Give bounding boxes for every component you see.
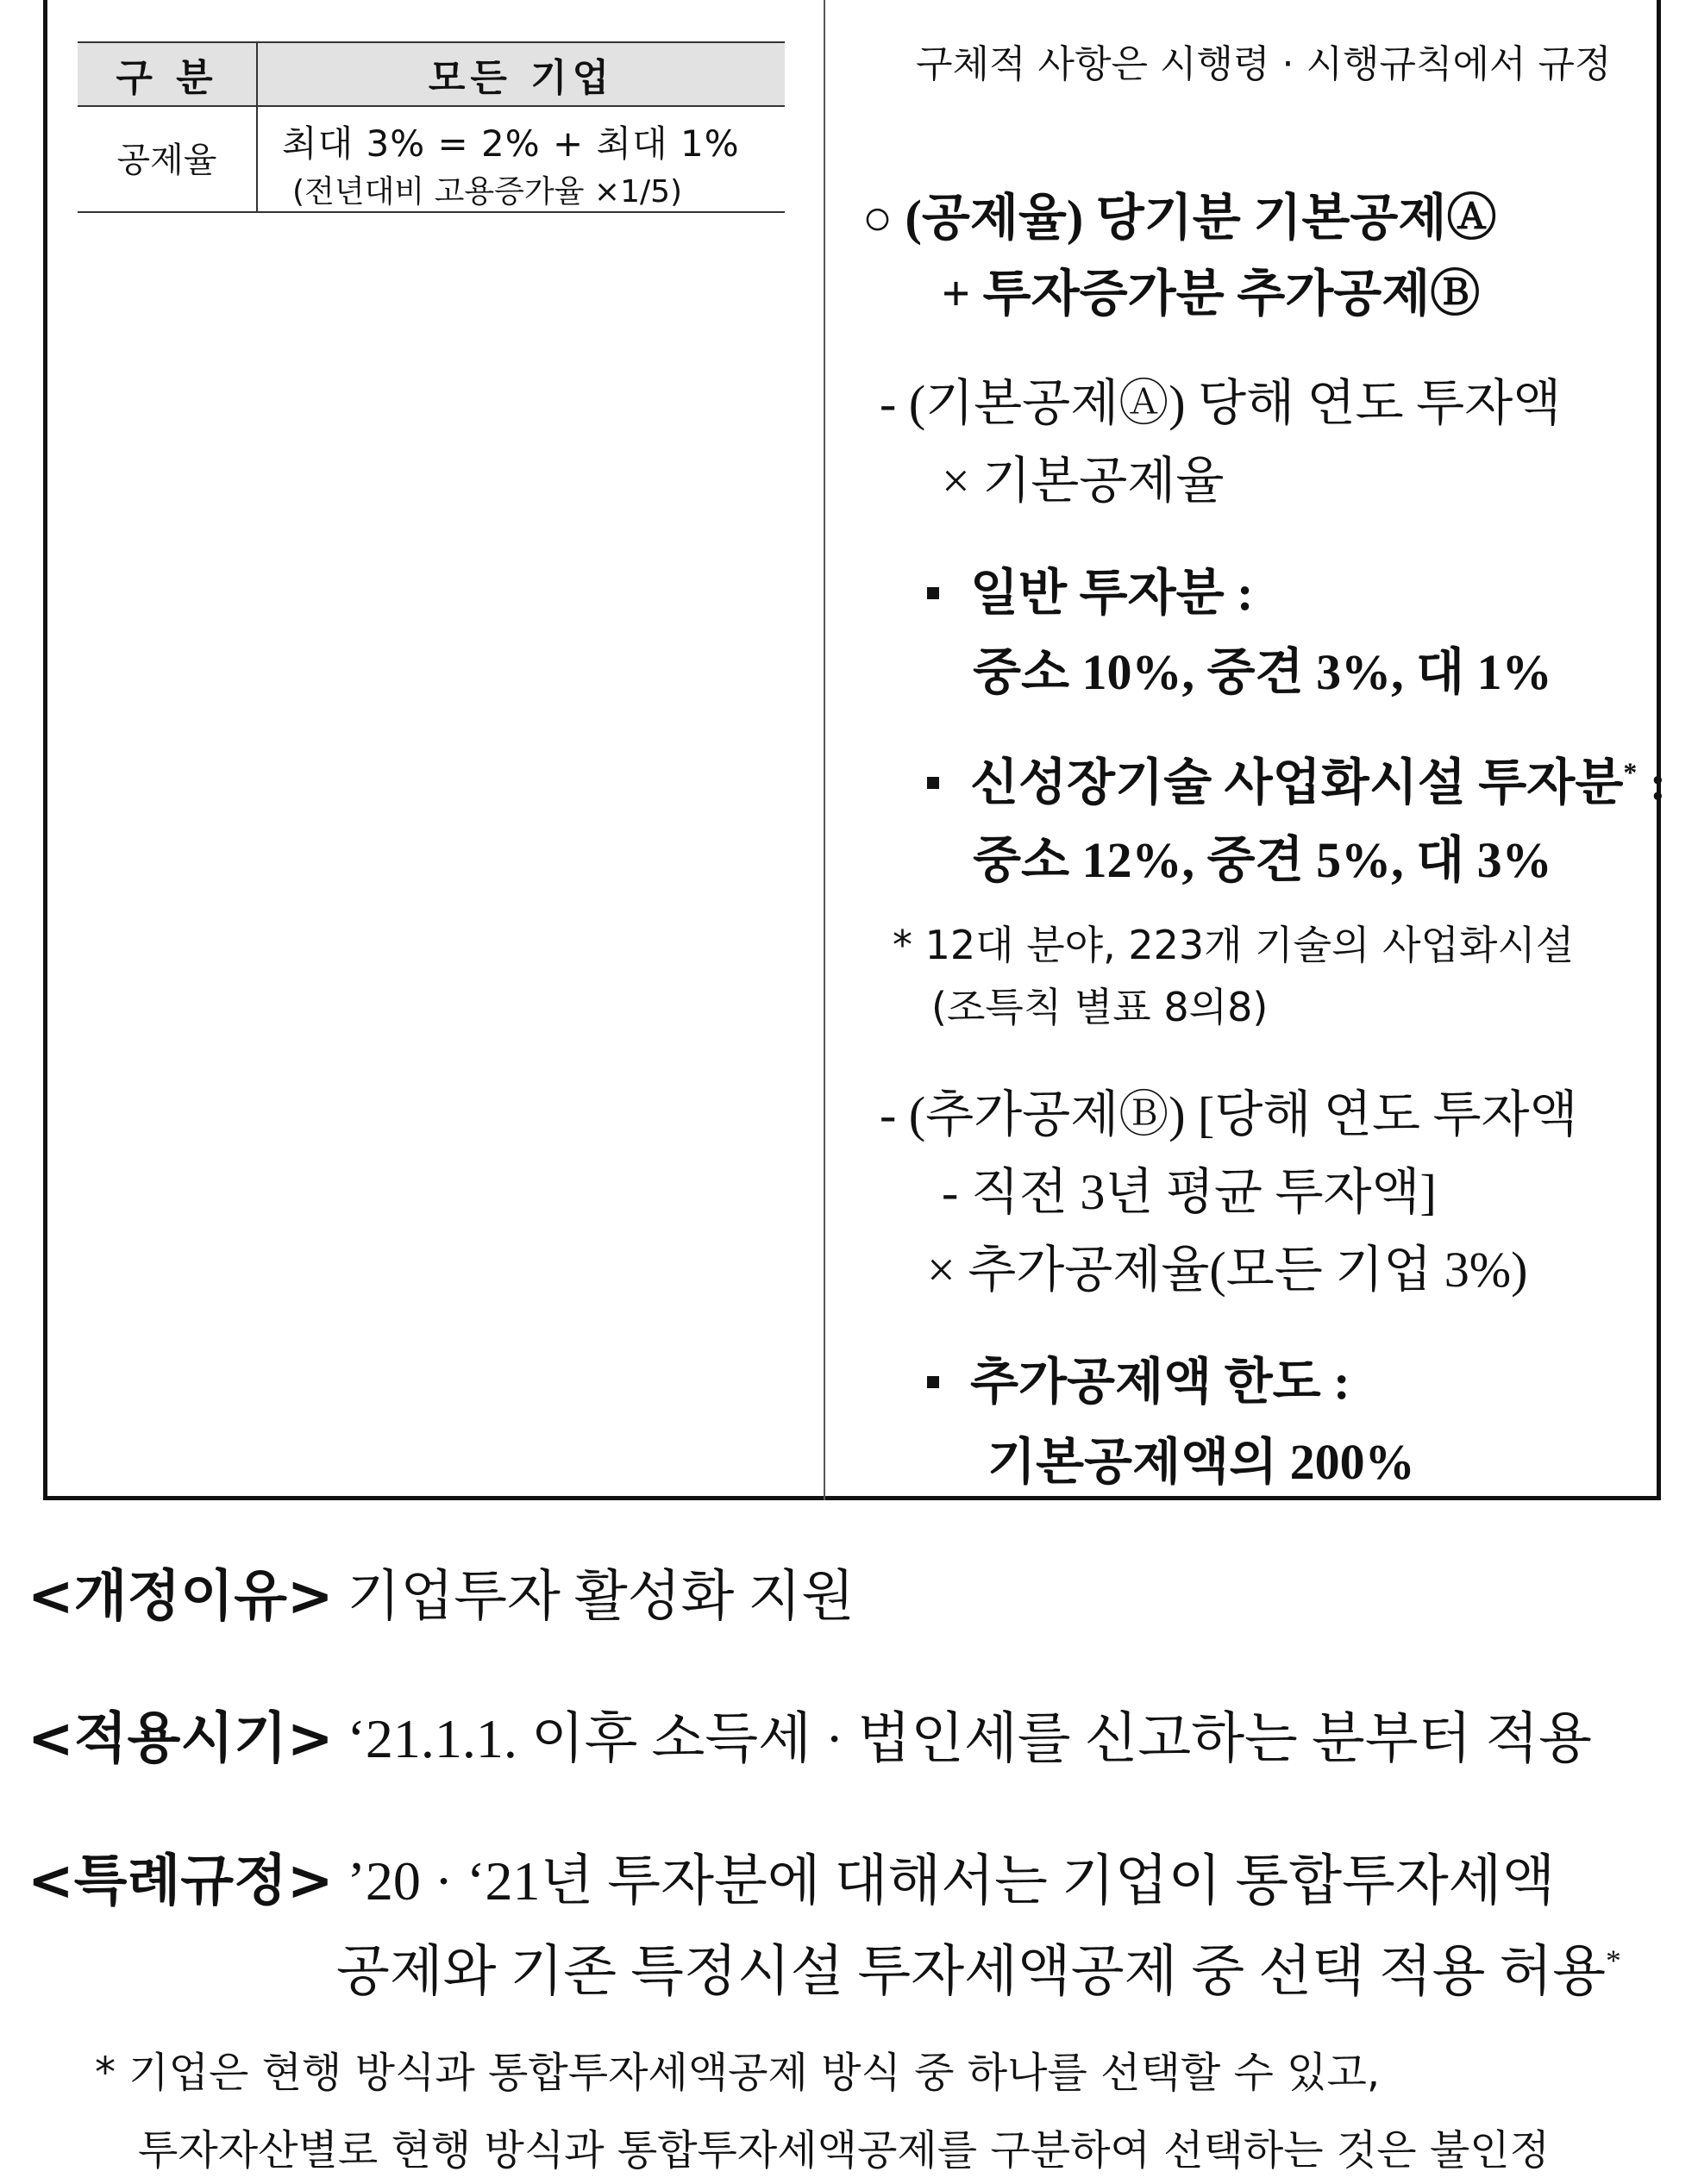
header-category: 구 분 bbox=[78, 42, 257, 106]
bullet-square-icon bbox=[927, 777, 939, 789]
basic-deduction-line2: × 기본공제율 bbox=[942, 453, 1225, 509]
general-investment-label: 일반 투자분 : bbox=[970, 565, 1254, 621]
special-star: * bbox=[1606, 1943, 1621, 1978]
row-label: 공제율 bbox=[78, 106, 257, 212]
general-investment-line1 bbox=[927, 552, 1253, 624]
timing-tag: <적용시기> bbox=[28, 1707, 334, 1771]
new-growth-rates: 중소 12%, 중견 5%, 대 3% bbox=[973, 832, 1552, 888]
new-growth-colon: : bbox=[1637, 754, 1667, 810]
rate-formula: 최대 3% = 2% + 최대 1% bbox=[282, 122, 740, 165]
new-growth-line1 bbox=[927, 742, 1666, 814]
row-value bbox=[257, 106, 785, 212]
rate-formula-note: (전년대비 고용증가율 ×1/5) bbox=[292, 174, 683, 210]
limit-line1 bbox=[927, 1341, 1350, 1413]
rate-table bbox=[78, 41, 785, 213]
additional-deduction-line3: × 추가공제율(모든 기업 3%) bbox=[927, 1242, 1528, 1298]
special-section bbox=[28, 1837, 1555, 1916]
basic-deduction-line1: - (기본공제Ⓐ) 당해 연도 투자액 bbox=[880, 375, 1562, 431]
special-section-line2 bbox=[336, 1927, 1621, 2006]
bullet-square-icon bbox=[927, 587, 939, 599]
reason-section bbox=[28, 1552, 855, 1631]
special-footnote-line2: 투자자산별로 현행 방식과 통합투자세액공제를 구분하여 선택하는 것은 불인정 bbox=[138, 2126, 1550, 2175]
special-footnote-line1: * 기업은 현행 방식과 통합투자세액공제 방식 중 하나를 선택할 수 있고, bbox=[95, 2049, 1381, 2097]
rate-heading-line2: + 투자증가분 추가공제Ⓑ bbox=[942, 266, 1481, 322]
rate-heading-line1: ○ (공제율) 당기분 기본공제Ⓐ bbox=[862, 190, 1497, 246]
table-header-row bbox=[78, 42, 785, 106]
reason-text: 기업투자 활성화 지원 bbox=[333, 1566, 855, 1627]
bullet-square-icon bbox=[927, 1376, 939, 1388]
limit-line2: 기본공제액의 200% bbox=[987, 1434, 1415, 1490]
header-all-companies: 모든 기업 bbox=[257, 42, 785, 106]
general-investment-rates: 중소 10%, 중견 3%, 대 1% bbox=[973, 644, 1552, 700]
new-growth-star: * bbox=[1623, 757, 1638, 788]
table-row bbox=[78, 106, 785, 212]
new-growth-label: 신성장기술 사업화시설 투자분 bbox=[970, 754, 1624, 810]
new-growth-footnote-line2: (조특칙 별표 8의8) bbox=[931, 984, 1269, 1030]
additional-deduction-line2: - 직전 3년 평균 투자액] bbox=[942, 1164, 1437, 1220]
regulation-note: 구체적 사항은 시행령 · 시행규칙에서 규정 bbox=[916, 42, 1612, 86]
timing-section bbox=[28, 1694, 1592, 1774]
reason-tag: <개정이유> bbox=[28, 1565, 334, 1629]
special-text: ’20 · ‘21년 투자분에 대해서는 기업이 통합투자세액 bbox=[333, 1850, 1556, 1912]
new-growth-footnote-line1: * 12대 분야, 223개 기술의 사업화시설 bbox=[893, 922, 1575, 968]
limit-label: 추가공제액 한도 : bbox=[970, 1354, 1350, 1410]
special-text-2: 공제와 기존 특정시설 투자세액공제 중 선택 적용 허용 bbox=[336, 1941, 1607, 2002]
additional-deduction-line1: - (추가공제Ⓑ) [당해 연도 투자액 bbox=[880, 1086, 1578, 1142]
column-divider bbox=[824, 0, 825, 1500]
timing-text: ‘21.1.1. 이후 소득세 · 법인세를 신고하는 분부터 적용 bbox=[333, 1708, 1593, 1769]
special-tag: <특례규정> bbox=[28, 1849, 334, 1913]
